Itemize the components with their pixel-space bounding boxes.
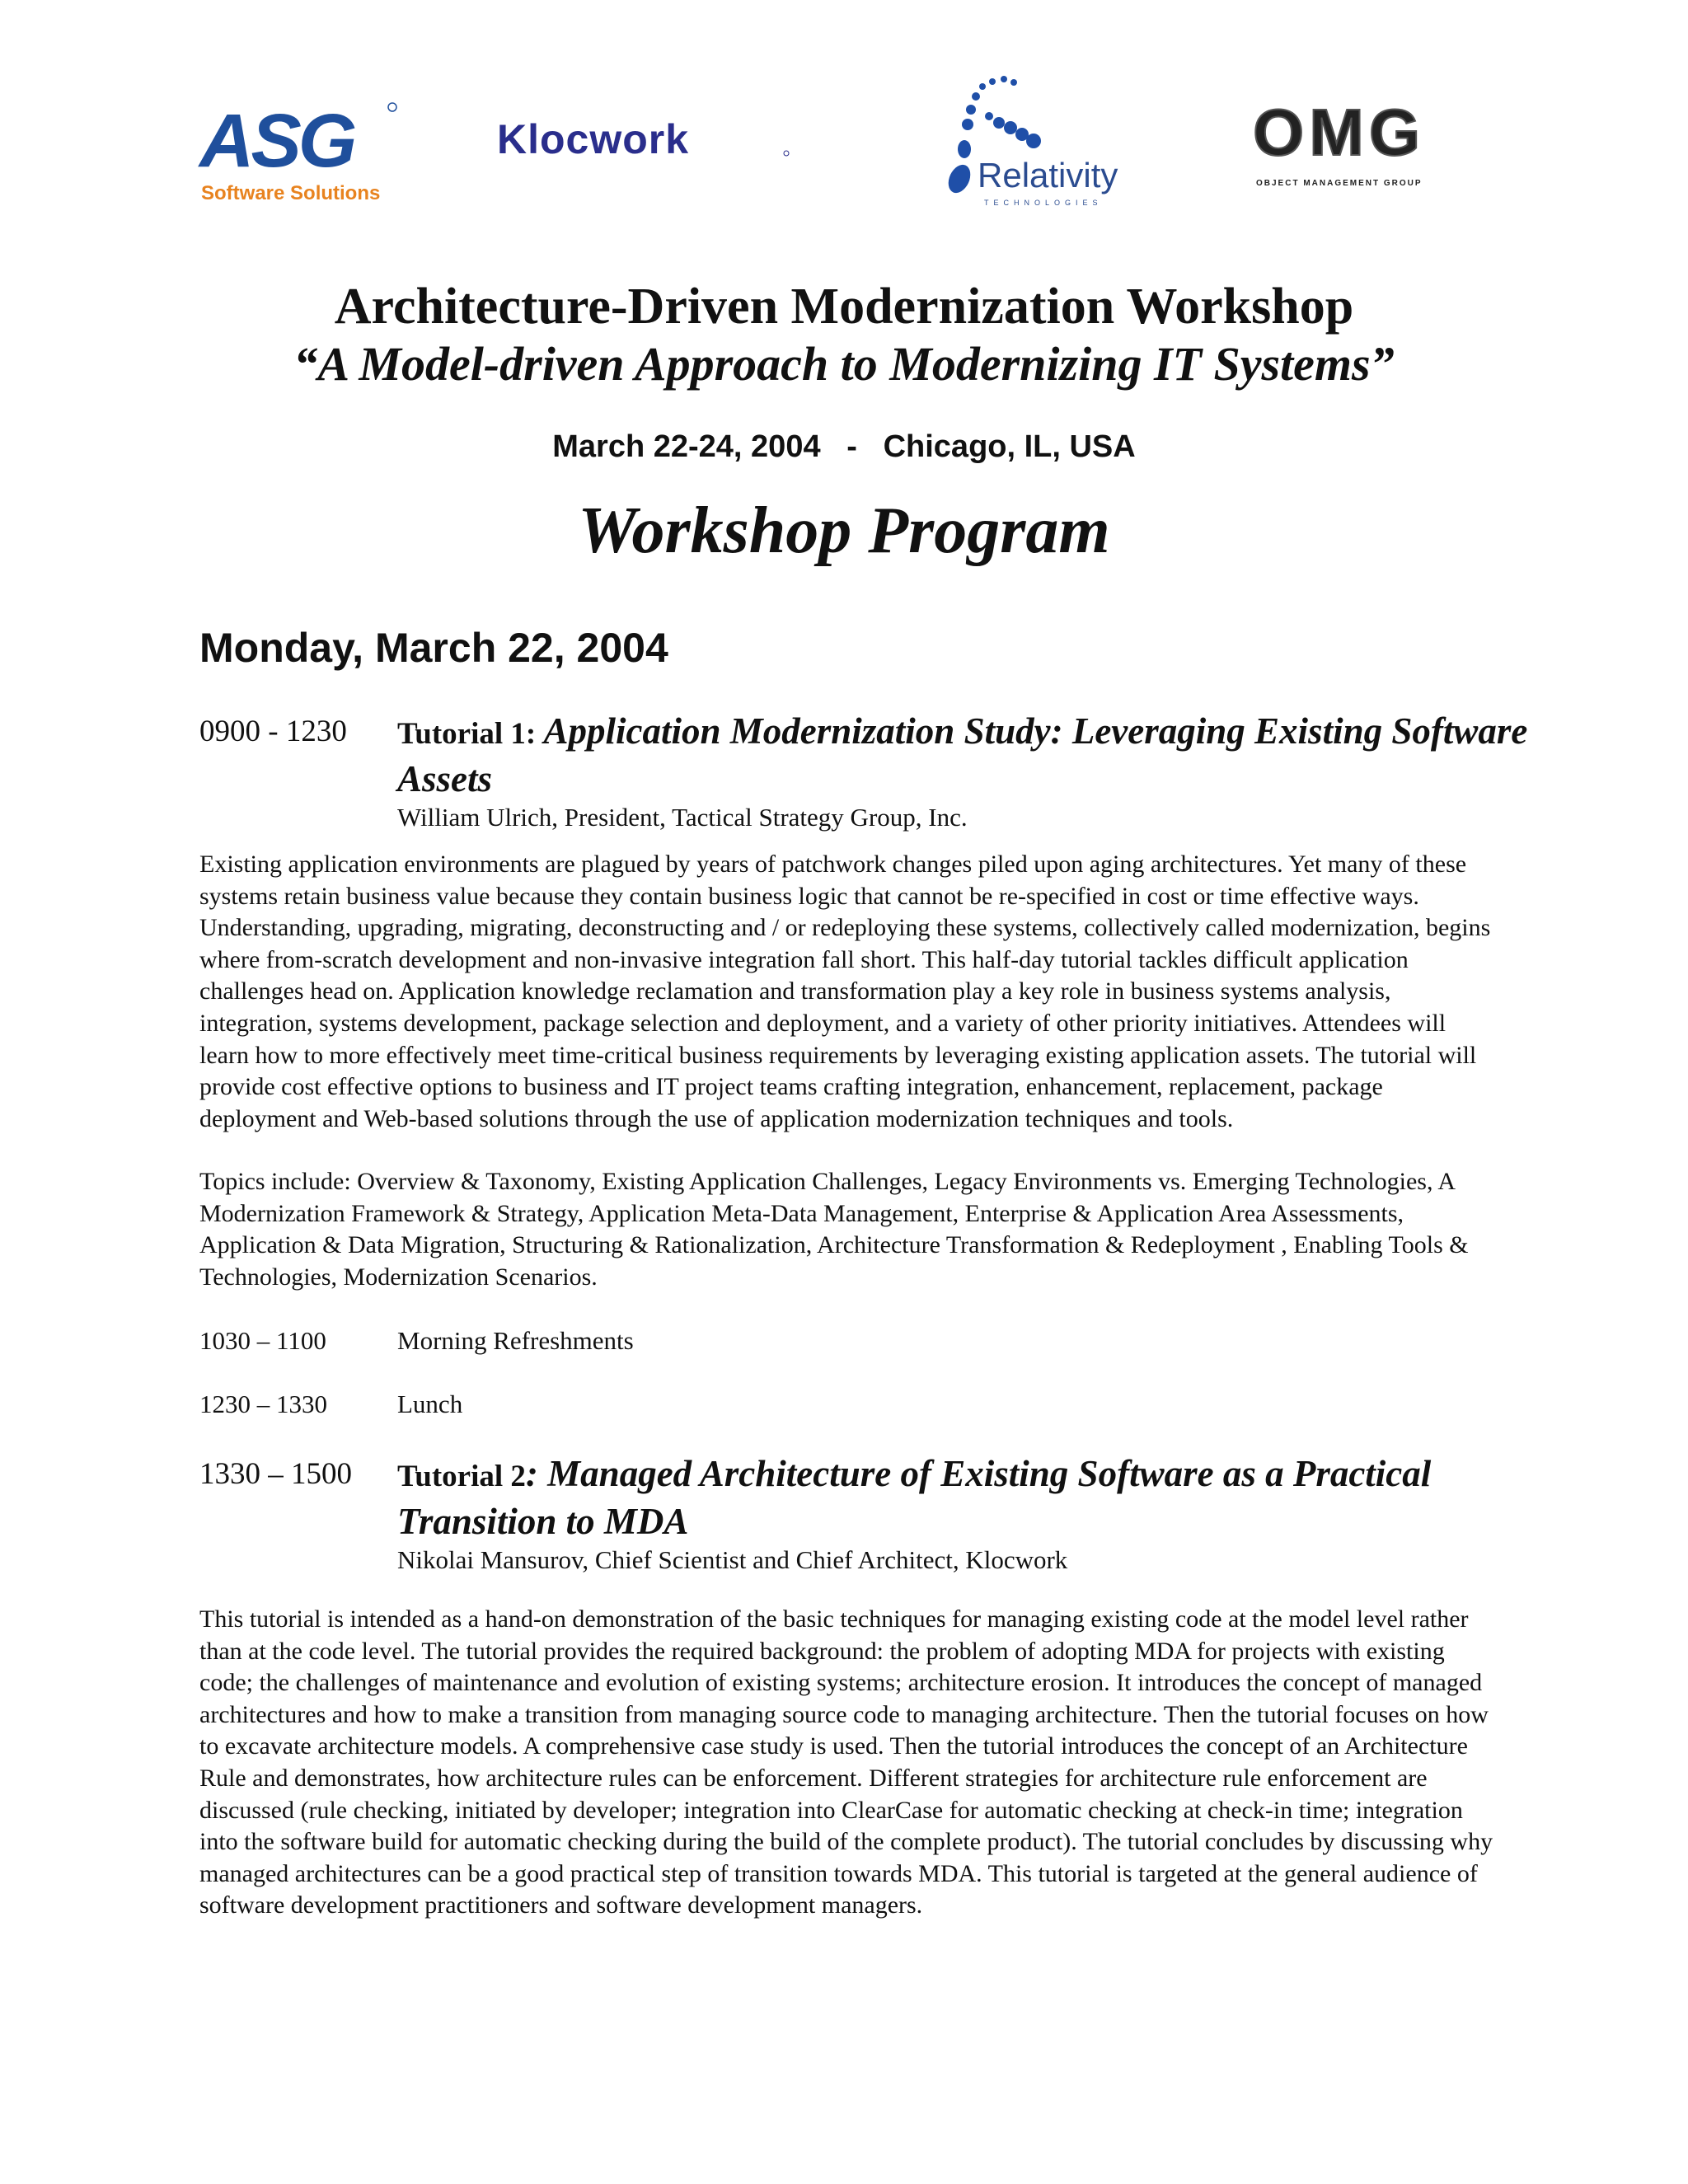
workshop-title: Architecture-Driven Modernization Workshop: [334, 279, 1354, 335]
tutorial2-header: [397, 1451, 1551, 1577]
tutorial1-label: Tutorial 1:: [397, 717, 544, 751]
tutorial2-description: This tutorial is intended as a hand-on demonstration of the basic techniques for managing existing code at the model level rather than at the code level. The tutorial provides the required background: the problem of adopting MDA for projects with existing code; the challenges of maintenance and evolution of existing systems; architecture erosion. It introduces the concept of managed architectures and how to make a transition from managing source code to managing architecture. Then the tutorial focuses on how to excavate architecture models. A comprehensive case study is used. Then the tutorial introduces the concept of an Architecture Rule and demonstrates, how architecture rules can be enforcement. Different strategies for architecture rule enforcement are discussed (rule checking, initiated by developer; integration into ClearCase for automatic checking at check-in time; integration into the software build for automatic checking during the build of the complete product). The tutorial concludes by discussing why managed architectures can be a good practical step of transition towards MDA. This tutorial is targeted at the general audience of software development practitioners and software development managers.: [199, 1605, 1493, 1919]
asg-logo-mark: ASG: [199, 99, 354, 183]
klocwork-logo-mark: Klocwork: [497, 116, 690, 162]
tutorial1-title: Application Modernization Study: Leveraging Existing Software Assets: [397, 710, 1528, 799]
relativity-logo-graphic: [930, 70, 1144, 210]
omg-logo-tagline: OBJECT MANAGEMENT GROUP: [1256, 179, 1423, 188]
tutorial2-time: 1330 – 1500: [199, 1457, 352, 1491]
workshop-subtitle: “A Model-driven Approach to Modernizing IT Systems”: [293, 337, 1395, 391]
relativity-logo: [930, 70, 1144, 210]
klocwork-logo-graphic: [497, 115, 794, 165]
program-title: Workshop Program: [578, 494, 1110, 567]
omg-logo-mark: OMG: [1253, 96, 1426, 169]
klocwork-logo: [497, 115, 794, 165]
tutorial1-presenter: William Ulrich, President, Tactical Strategy Group, Inc.: [397, 803, 968, 832]
tutorial1-title-line: [397, 709, 1551, 801]
tutorial2-label: Tutorial 2: [397, 1460, 526, 1493]
day-heading: Monday, March 22, 2004: [199, 625, 668, 671]
refreshments-time: 1030 – 1100: [199, 1326, 326, 1355]
asg-logo: [198, 97, 404, 213]
asg-logo-graphic: [198, 97, 404, 213]
tutorial1-description: Existing application environments are plagued by years of patchwork changes piled upon aging architectures. Yet many of these systems retain business value because they contain business logic that cannot be re-specified in cost or time effective ways. Understanding, upgrading, migrating, deconstructing and / or redeploying these systems, collectively called modernization, begins where from-scratch development and non-invasive integration fall short. This half-day tutorial tackles difficult application challenges head on. Application knowledge reclamation and transformation play a key role in business systems analysis, integration, systems development, package selection and deployment, and a variety of other priority initiatives. Attendees will learn how to more effectively meet time-critical business requirements by leveraging existing application assets. The tutorial will provide cost effective options to business and IT project teams crafting integration, enhancement, replacement, package deployment and Web-based solutions through the use of application modernization techniques and tools.: [199, 851, 1491, 1132]
tutorial2-presenter: Nikolai Mansurov, Chief Scientist and Chief Architect, Klocwork: [397, 1545, 1068, 1574]
relativity-logo-tagline: TECHNOLOGIES: [984, 199, 1103, 207]
tutorial2-title-line: [397, 1451, 1551, 1544]
refreshments-label: Morning Refreshments: [397, 1326, 634, 1355]
tutorial1-topics: Topics include: Overview & Taxonomy, Existing Application Challenges, Legacy Environments vs. Emerging Technologies, A Modernization Framework & Strategy, Application Meta-Data Management, Enterprise & Application Area Assessments, Application & Data Migration, Structuring & Rationalization, Architecture Transformation & Redeployment , Enabling Tools & Technologies, Modernization Scenarios.: [199, 1168, 1469, 1291]
lunch-time: 1230 – 1330: [199, 1390, 327, 1418]
asg-logo-tagline: Software Solutions: [201, 182, 381, 204]
lunch-label: Lunch: [397, 1390, 463, 1418]
tutorial1-header: [397, 709, 1551, 834]
omg-logo: [1251, 91, 1461, 194]
tutorial2-title: Managed Architecture of Existing Software as a Practical Transition to MDA: [397, 1453, 1432, 1542]
omg-logo-graphic: [1251, 91, 1461, 194]
date-location: March 22-24, 2004 - Chicago, IL, USA: [552, 429, 1136, 464]
relativity-logo-mark: Relativity: [978, 156, 1118, 194]
tutorial2-separator: :: [525, 1453, 548, 1494]
tutorial1-time: 0900 - 1230: [199, 715, 347, 748]
